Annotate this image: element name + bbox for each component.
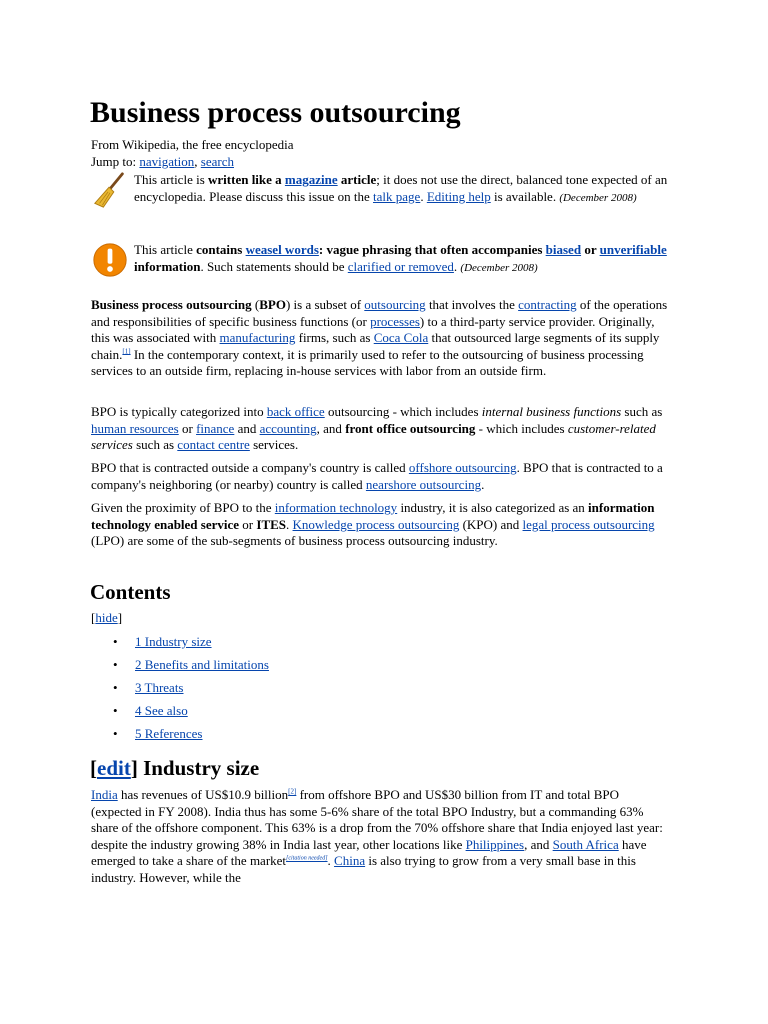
bullet-icon: • (113, 703, 118, 718)
jump-navigation-link[interactable]: navigation (139, 153, 195, 169)
south-africa-link[interactable]: South Africa (552, 836, 619, 852)
paragraph-text: industry, it is also categorized as an (397, 500, 589, 515)
notice-text: . (420, 189, 427, 204)
nearshore-outsourcing-link[interactable]: nearshore outsourcing (365, 476, 482, 492)
industry-size-paragraph (91, 787, 671, 886)
broom-icon (91, 171, 129, 209)
paragraph-text: . (481, 476, 485, 492)
notice-text: This article (134, 242, 197, 257)
article-meta (91, 137, 293, 170)
toc-link-industry-size[interactable]: 1 Industry size (135, 634, 212, 649)
paragraph-text: BPO is typically categorized into (91, 404, 267, 419)
edit-section-link[interactable]: edit (97, 756, 131, 780)
paragraph-text: services. (249, 437, 299, 452)
paragraph-text: has revenues of US$10.9 billion (117, 787, 289, 802)
offshore-paragraph (91, 460, 671, 493)
notice-bold: written like a (208, 172, 285, 187)
paragraph-text: from offshore BPO and US$30 billion from IT and total BPO (expected in FY 2008). India thus has some 5-6% share of the total BPO Industry, but a commanding 63% share of the offshore component. This 63% is a drop from the 70% offshore share that India enjoyed last year: despite the industry growing 38% in India last year, other locations like (91, 787, 663, 852)
reference-link[interactable]: [2] (288, 787, 297, 796)
unverifiable-link[interactable]: unverifiable (599, 242, 667, 257)
notice-text: is available. (490, 189, 560, 204)
bracket: ] (117, 610, 123, 625)
finance-link[interactable]: finance (196, 420, 235, 436)
paragraph-text: ) to a third-party service provider. Originally, this was associated with (91, 313, 655, 345)
legal-process-outsourcing-link[interactable]: legal process outsourcing (522, 516, 655, 532)
intro-paragraph (91, 297, 671, 380)
paragraph-text: ) is a subset of (285, 297, 365, 312)
paragraph-text: Given the proximity of BPO to the (91, 500, 275, 515)
citation-needed-link[interactable]: [citation needed] (286, 855, 328, 862)
bullet-icon: • (113, 680, 118, 695)
ites-paragraph (91, 500, 671, 550)
paragraph-text: that involves the (425, 297, 519, 312)
weasel-notice (91, 241, 671, 277)
notice-bold: contains (196, 242, 246, 257)
contracting-link[interactable]: contracting (518, 297, 577, 312)
magazine-link[interactable]: magazine (284, 172, 338, 187)
jump-links (91, 154, 293, 171)
jump-search-link[interactable]: search (200, 153, 234, 169)
table-of-contents (113, 633, 269, 748)
philippines-link[interactable]: Philippines (465, 836, 525, 852)
paragraph-text: , and (316, 420, 346, 436)
back-office-link[interactable]: back office (266, 404, 325, 419)
bracket: [ (90, 756, 97, 780)
offshore-outsourcing-link[interactable]: offshore outsourcing (408, 460, 517, 475)
term-bold: information technology enabled service (91, 500, 655, 532)
paragraph-text: BPO that is contracted outside a company's country is called (91, 460, 409, 475)
industry-size-heading (90, 754, 259, 782)
toc-hide-link[interactable]: hide (95, 610, 118, 625)
paragraph-text: have emerged to take a share of the market (91, 836, 647, 868)
jump-prefix: Jump to: (91, 153, 140, 169)
notice-text: This article is (134, 172, 209, 187)
term-bold: BPO (259, 297, 286, 312)
paragraph-text: outsourcing - which includes (324, 404, 482, 419)
coca-cola-link[interactable]: Coca Cola (373, 330, 429, 345)
human-resources-link[interactable]: human resources (91, 420, 179, 436)
weasel-words-link[interactable]: weasel words (245, 242, 319, 257)
paragraph-text: In the contemporary context, it is primarily used to refer to the outsourcing of business processing services to an outside firm, replacing in-house services with labor from an outside firm. (91, 346, 644, 378)
reference-link[interactable]: [1] (122, 347, 131, 356)
page-title: Business process outsourcing (90, 96, 461, 129)
clarified-or-removed-link[interactable]: clarified or removed (347, 259, 454, 274)
paragraph-text: - which includes (475, 420, 568, 436)
paragraph-text: (KPO) and (459, 516, 523, 532)
paragraph-text: or (178, 420, 197, 436)
paragraph-text: that outsourced large segments of its supply chain. (91, 330, 660, 362)
toc-toggle (91, 610, 122, 626)
term-bold: ITES (256, 516, 287, 532)
notice-text: . Such statements should be (200, 259, 348, 274)
talk-page-link[interactable]: talk page (373, 189, 421, 204)
paragraph-text: is also trying to grow from a very small base in this industry. However, while the (91, 853, 636, 885)
term-bold: front office outsourcing (345, 420, 476, 436)
india-link[interactable]: India (91, 787, 118, 802)
weasel-notice-text (134, 241, 671, 277)
paragraph-italic: customer-related services (91, 420, 656, 452)
toc-item (113, 679, 269, 702)
paragraph-text: (LPO) are some of the sub-segments of business process outsourcing industry. (91, 533, 498, 548)
contents-heading: Contents (90, 580, 171, 604)
warning-icon (91, 241, 129, 279)
bracket: ] (130, 756, 138, 780)
information-technology-link[interactable]: information technology (274, 500, 398, 515)
bullet-icon: • (113, 634, 118, 649)
toc-link-benefits-and-limitations[interactable]: 2 Benefits and limitations (135, 657, 269, 672)
bullet-icon: • (113, 657, 118, 672)
jump-separator: , (194, 153, 201, 169)
paragraph-text: of the operations and responsibilities of specific business functions (or (91, 297, 668, 329)
accounting-link[interactable]: accounting (259, 420, 317, 436)
notice-bold: article (337, 172, 377, 187)
paragraph-text: . (327, 853, 335, 868)
knowledge-process-outsourcing-link[interactable]: Knowledge process outsourcing (292, 516, 460, 532)
notice-bold: : vague phrasing that often accompanies (318, 242, 546, 257)
notice-bold: or (581, 242, 600, 257)
toc-link-references[interactable]: 5 References (135, 726, 203, 741)
paragraph-text: , and (524, 836, 553, 852)
toc-item (113, 656, 269, 679)
bracket: [ (91, 610, 96, 625)
paragraph-text: firms, such as (295, 330, 374, 345)
processes-link[interactable]: processes (370, 313, 420, 329)
notice-bold: information (134, 259, 201, 274)
contact-centre-link[interactable]: contact centre (177, 437, 250, 452)
notice-date: (December 2008) (559, 192, 637, 204)
notice-text: ; it does not use the direct, balanced tone expected of an encyclopedia. Please discuss this issue on the (134, 172, 668, 204)
paragraph-text: or (239, 516, 257, 532)
outsourcing-link[interactable]: outsourcing (364, 297, 426, 312)
paragraph-text: and (234, 420, 260, 436)
biased-link[interactable]: biased (545, 242, 582, 257)
manufacturing-link[interactable]: manufacturing (219, 330, 296, 345)
editing-help-link[interactable]: Editing help (426, 189, 491, 204)
bullet-icon: • (113, 726, 118, 741)
toc-link-see-also[interactable]: 4 See also (135, 703, 188, 718)
toc-link-threats[interactable]: 3 Threats (135, 680, 184, 695)
china-link[interactable]: China (334, 853, 366, 868)
categories-paragraph (91, 404, 671, 454)
section-title: Industry size (137, 756, 260, 780)
cleanup-notice-text (134, 171, 671, 207)
paragraph-text: . BPO that is contracted to a company's neighboring (or nearby) country is called (91, 460, 663, 492)
toc-item (113, 633, 269, 656)
paragraph-text: such as (621, 404, 663, 419)
paragraph-text: . (286, 516, 293, 532)
paragraph-text: ( (251, 297, 260, 312)
notice-date: (December 2008) (460, 262, 538, 274)
cleanup-notice (91, 171, 671, 207)
term-bold: Business process outsourcing (91, 297, 252, 312)
toc-item (113, 725, 269, 748)
from-wikipedia: From Wikipedia, the free encyclopedia (91, 137, 294, 152)
notice-text: . (453, 259, 461, 274)
toc-item (113, 702, 269, 725)
paragraph-italic: internal business functions (481, 404, 622, 419)
paragraph-text: such as (132, 437, 178, 452)
